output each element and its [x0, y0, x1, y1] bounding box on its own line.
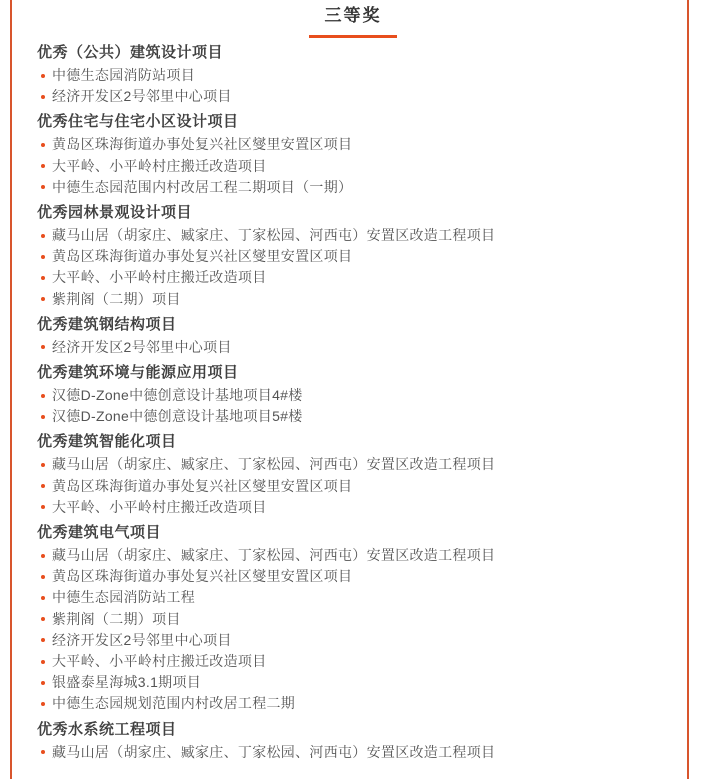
project-item [37, 267, 669, 288]
bullet-icon [41, 297, 45, 301]
project-list [37, 337, 669, 358]
article-frame [10, 0, 689, 779]
project-item [37, 693, 669, 714]
project-item [37, 672, 669, 693]
project-list [37, 742, 669, 763]
project-name: 黄岛区珠海街道办事处复兴社区燮里安置区项目 [52, 477, 353, 494]
bullet-icon [41, 554, 45, 558]
bullet-icon [41, 276, 45, 280]
project-item [37, 566, 669, 587]
bullet-icon [41, 185, 45, 189]
section-heading: 优秀建筑钢结构项目 [37, 315, 177, 333]
project-name: 中德生态园消防站工程 [52, 589, 195, 606]
project-item [37, 609, 669, 630]
section-heading: 优秀住宅与住宅小区设计项目 [37, 113, 239, 131]
bullet-icon [41, 143, 45, 147]
project-item [37, 65, 669, 86]
project-name: 紫荆阁（二期）项目 [52, 290, 181, 307]
page-title: 三等奖 [324, 6, 382, 25]
project-name: 大平岭、小平岭村庄搬迁改造项目 [52, 269, 267, 286]
bullet-icon [41, 484, 45, 488]
bullet-icon [41, 394, 45, 398]
project-item [37, 651, 669, 672]
project-item [37, 337, 669, 358]
project-name: 大平岭、小平岭村庄搬迁改造项目 [52, 498, 267, 515]
project-list [37, 385, 669, 427]
section-heading: 优秀建筑智能化项目 [37, 433, 177, 451]
bullet-icon [41, 415, 45, 419]
project-list [37, 65, 669, 107]
award-sections [37, 44, 669, 763]
project-item [37, 177, 669, 198]
project-item [37, 86, 669, 107]
project-name: 银盛泰星海城3.1期项目 [52, 674, 202, 691]
project-item [37, 246, 669, 267]
project-item [37, 545, 669, 566]
project-item [37, 385, 669, 406]
project-name: 黄岛区珠海街道办事处复兴社区燮里安置区项目 [52, 248, 353, 265]
project-name: 大平岭、小平岭村庄搬迁改造项目 [52, 157, 267, 174]
bullet-icon [41, 702, 45, 706]
project-name: 藏马山居（胡家庄、臧家庄、丁家松园、河西屯）安置区改造工程项目 [52, 456, 496, 473]
bullet-icon [41, 164, 45, 168]
project-name: 藏马山居（胡家庄、臧家庄、丁家松园、河西屯）安置区改造工程项目 [52, 227, 496, 244]
project-name: 紫荆阁（二期）项目 [52, 610, 181, 627]
project-item [37, 454, 669, 475]
project-list [37, 225, 669, 310]
project-item [37, 742, 669, 763]
section-heading: 优秀建筑环境与能源应用项目 [37, 364, 239, 382]
section-heading: 优秀（公共）建筑设计项目 [37, 44, 224, 61]
article-content [12, 0, 687, 763]
bullet-icon [41, 505, 45, 509]
title-block [37, 6, 669, 38]
project-name: 经济开发区2号邻里中心项目 [52, 631, 232, 648]
project-list [37, 545, 669, 715]
bullet-icon [41, 95, 45, 99]
project-item [37, 630, 669, 651]
bullet-icon [41, 638, 45, 642]
bullet-icon [41, 750, 45, 754]
section-heading: 优秀建筑电气项目 [37, 524, 162, 542]
project-name: 经济开发区2号邻里中心项目 [52, 338, 232, 355]
project-list [37, 134, 669, 198]
project-item [37, 156, 669, 177]
bullet-icon [41, 74, 45, 78]
project-name: 经济开发区2号邻里中心项目 [52, 88, 232, 105]
project-item [37, 497, 669, 518]
project-name: 中德生态园消防站项目 [52, 67, 195, 83]
project-name: 藏马山居（胡家庄、臧家庄、丁家松园、河西屯）安置区改造工程项目 [52, 743, 496, 760]
bullet-icon [41, 617, 45, 621]
project-item [37, 289, 669, 310]
project-name: 黄岛区珠海街道办事处复兴社区燮里安置区项目 [52, 136, 353, 153]
title-underline-decoration [309, 35, 397, 38]
project-list [37, 454, 669, 518]
bullet-icon [41, 255, 45, 259]
project-name: 中德生态园规划范围内村改居工程二期 [52, 695, 296, 712]
bullet-icon [41, 660, 45, 664]
bullet-icon [41, 463, 45, 467]
bullet-icon [41, 234, 45, 238]
section-heading: 优秀水系统工程项目 [37, 720, 177, 738]
project-item [37, 476, 669, 497]
project-name: 中德生态园范围内村改居工程二期项目（一期） [52, 178, 353, 195]
bullet-icon [41, 681, 45, 685]
project-item [37, 225, 669, 246]
project-item [37, 587, 669, 608]
bullet-icon [41, 575, 45, 579]
section-heading: 优秀园林景观设计项目 [37, 204, 193, 222]
project-name: 黄岛区珠海街道办事处复兴社区燮里安置区项目 [52, 568, 353, 585]
project-item [37, 134, 669, 155]
project-name: 汉德D-Zone中德创意设计基地项目4#楼 [52, 387, 303, 404]
bullet-icon [41, 596, 45, 600]
project-item [37, 406, 669, 427]
project-name: 汉德D-Zone中德创意设计基地项目5#楼 [52, 408, 303, 425]
project-name: 藏马山居（胡家庄、臧家庄、丁家松园、河西屯）安置区改造工程项目 [52, 547, 496, 564]
bullet-icon [41, 345, 45, 349]
project-name: 大平岭、小平岭村庄搬迁改造项目 [52, 653, 267, 670]
